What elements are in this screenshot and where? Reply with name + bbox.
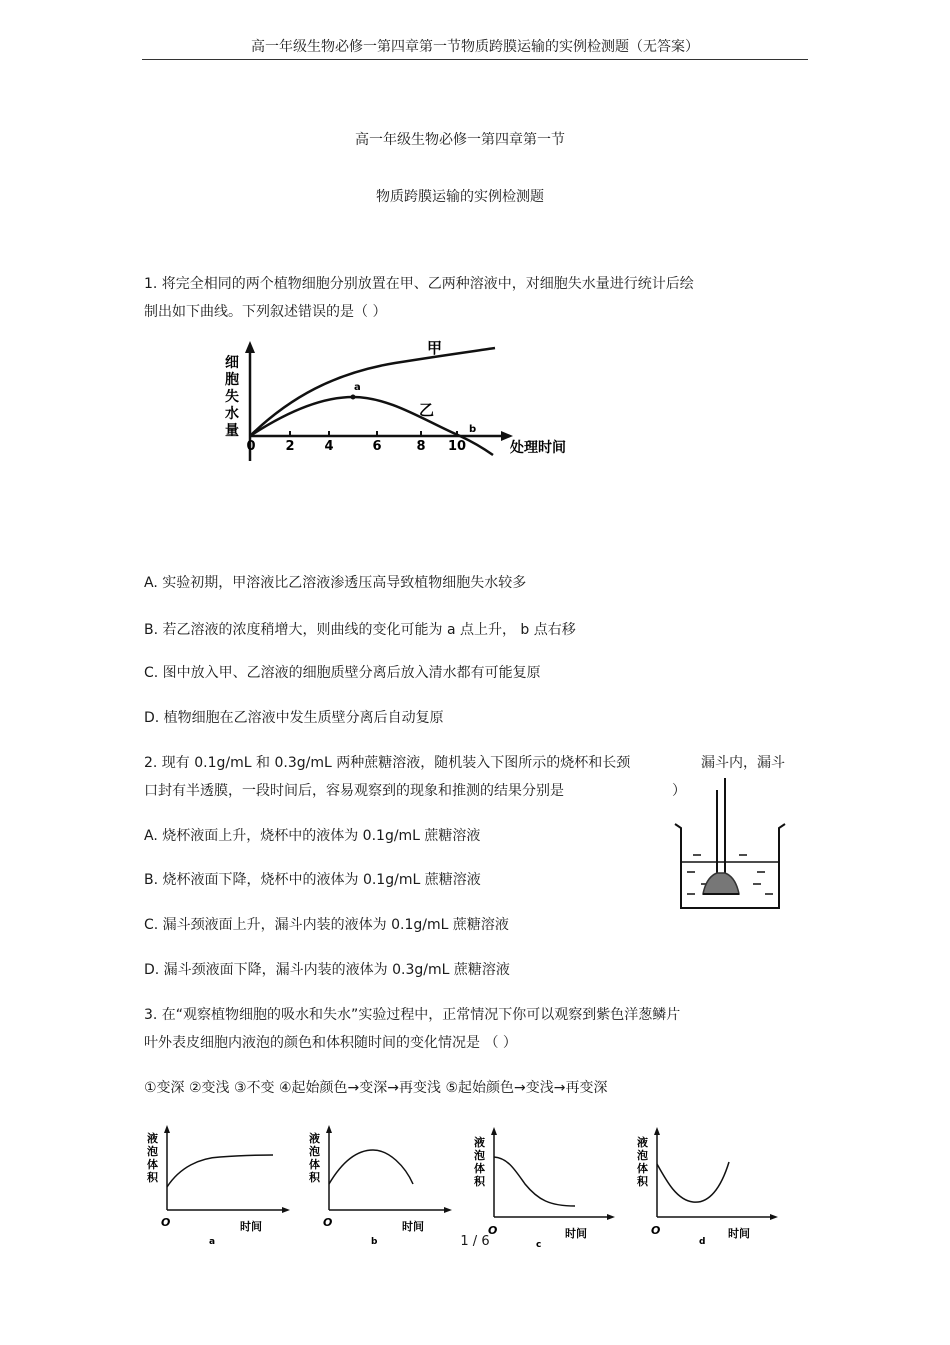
page-number: 1 / 6 xyxy=(460,1234,490,1249)
q2-stem-line1-end: 漏斗内，漏斗 xyxy=(701,755,785,771)
svg-text:体: 体 xyxy=(309,1158,320,1171)
q3-stem-line1: 3. 在“观察植物细胞的吸水和失水”实验过程中，正常情况下你可以观察到紫色洋葱鳞片 xyxy=(144,1007,681,1023)
q1-water-loss-figure xyxy=(205,335,625,470)
q3-graph-a xyxy=(145,1122,295,1247)
q1-label-yi: 乙 xyxy=(419,401,435,419)
q3-graph-origin: O xyxy=(323,1216,333,1229)
q1-tick-label: 6 xyxy=(372,439,382,454)
q3-graph-xlabel: 时间 xyxy=(728,1227,750,1240)
q2-funnel-bulb xyxy=(703,873,739,894)
q2-option-c: C. 漏斗颈液面上升，漏斗内装的液体为 0.1g/mL 蔗糖溶液 xyxy=(144,917,509,933)
q2-option-d: D. 漏斗颈液面下降，漏斗内装的液体为 0.3g/mL 蔗糖溶液 xyxy=(144,962,510,978)
q1-tick-label: 2 xyxy=(285,439,295,454)
q1-tick-label: 4 xyxy=(324,439,334,454)
q3-graph-ylabel: 液 xyxy=(309,1132,320,1145)
q3-graph-origin: O xyxy=(488,1224,498,1237)
q1-option-c: C. 图中放入甲、乙溶液的细胞质壁分离后放入清水都有可能复原 xyxy=(144,665,541,681)
q3-graph-c xyxy=(470,1122,620,1247)
q3-graph-ylabel: 液 xyxy=(637,1136,648,1149)
q3-graph-ylabel: 液 xyxy=(147,1132,158,1145)
q3-graph-xlabel: 时间 xyxy=(402,1220,424,1233)
q1-point-a xyxy=(351,395,356,400)
q1-point-a-label: a xyxy=(354,382,361,393)
q3-graph-origin: O xyxy=(651,1224,661,1237)
q1-ylabel-5: 量 xyxy=(225,423,239,439)
q1-tick-label: 10 xyxy=(447,439,467,454)
q3-graph-tag: a xyxy=(209,1237,216,1247)
q3-stem-line2: 叶外表皮细胞内液泡的颜色和体积随时间的变化情况是 （ ） xyxy=(144,1035,517,1051)
q1-ylabel-3: 失 xyxy=(225,389,239,405)
svg-text:泡: 泡 xyxy=(637,1149,648,1162)
svg-text:体: 体 xyxy=(147,1158,158,1171)
q2-stem-line2: 口封有半透膜，一段时间后，容易观察到的现象和推测的结果分别是 xyxy=(144,783,564,799)
q3-graph-tag: d xyxy=(699,1237,706,1247)
svg-text:体: 体 xyxy=(637,1162,648,1175)
svg-text:泡: 泡 xyxy=(474,1149,485,1162)
q1-y-arrow xyxy=(245,341,255,353)
q3-graph-ylabel: 液 xyxy=(474,1136,485,1149)
q3-graph-tag: c xyxy=(536,1240,542,1247)
q3-choices: ①变深 ②变浅 ③不变 ④起始颜色→变深→再变浅 ⑤起始颜色→变浅→再变深 xyxy=(144,1080,608,1096)
q2-stem-paren: ） xyxy=(672,783,686,799)
q1-option-b: B. 若乙溶液的浓度稍增大，则曲线的变化可能为 a 点上升， b 点右移 xyxy=(144,622,576,638)
page-title-line2: 物质跨膜运输的实例检测题 xyxy=(376,189,544,205)
q1-ylabel-2: 胞 xyxy=(225,372,239,388)
svg-text:泡: 泡 xyxy=(309,1145,320,1158)
q1-option-a: A. 实验初期，甲溶液比乙溶液渗透压高导致植物细胞失水较多 xyxy=(144,575,527,591)
q1-xlabel: 处理时间 xyxy=(510,440,566,456)
q2-option-a: A. 烧杯液面上升，烧杯中的液体为 0.1g/mL 蔗糖溶液 xyxy=(144,828,481,844)
q1-ylabel-1: 细 xyxy=(225,355,239,371)
q3-graph-tag: b xyxy=(371,1237,378,1247)
svg-text:积: 积 xyxy=(637,1175,648,1188)
header-rule xyxy=(142,59,808,60)
q1-point-b-label: b xyxy=(469,424,477,435)
q2-beaker xyxy=(675,824,785,908)
q3-graph-origin: O xyxy=(161,1216,171,1229)
q1-tick-label: 0 xyxy=(246,439,256,454)
q1-label-jia: 甲 xyxy=(427,339,443,357)
page-title-line1: 高一年级生物必修一第四章第一节 xyxy=(355,132,565,148)
q3-graph-curve xyxy=(494,1157,575,1206)
svg-text:积: 积 xyxy=(147,1171,158,1184)
q3-graph-xlabel: 时间 xyxy=(565,1227,587,1240)
q3-graph-curve xyxy=(329,1150,413,1184)
running-header: 高一年级生物必修一第四章第一节物质跨膜运输的实例检测题（无答案） xyxy=(251,39,699,55)
q3-graph-curve xyxy=(657,1162,729,1202)
q1-ylabel-4: 水 xyxy=(225,406,239,422)
q3-graph-b xyxy=(307,1122,457,1247)
q2-beaker-funnel-figure xyxy=(665,770,795,915)
q1-curve-jia xyxy=(250,348,495,436)
svg-text:积: 积 xyxy=(474,1175,485,1188)
q1-tick-label: 8 xyxy=(416,439,426,454)
svg-text:泡: 泡 xyxy=(147,1145,158,1158)
q2-stem-line1: 2. 现有 0.1g/mL 和 0.3g/mL 两种蔗糖溶液，随机装入下图所示的烧杯和长颈 xyxy=(144,755,631,771)
q1-stem-line1: 1. 将完全相同的两个植物细胞分别放置在甲、乙两种溶液中，对细胞失水量进行统计后绘 xyxy=(144,276,694,292)
q1-option-d: D. 植物细胞在乙溶液中发生质壁分离后自动复原 xyxy=(144,710,444,726)
q1-stem-line2: 制出如下曲线。下列叙述错误的是（ ） xyxy=(144,304,387,320)
svg-text:积: 积 xyxy=(309,1171,320,1184)
q3-graph-xlabel: 时间 xyxy=(240,1220,262,1233)
q3-graph-curve xyxy=(167,1155,273,1187)
q3-graph-d xyxy=(633,1122,783,1247)
q2-option-b: B. 烧杯液面下降，烧杯中的液体为 0.1g/mL 蔗糖溶液 xyxy=(144,872,481,888)
svg-text:体: 体 xyxy=(474,1162,485,1175)
